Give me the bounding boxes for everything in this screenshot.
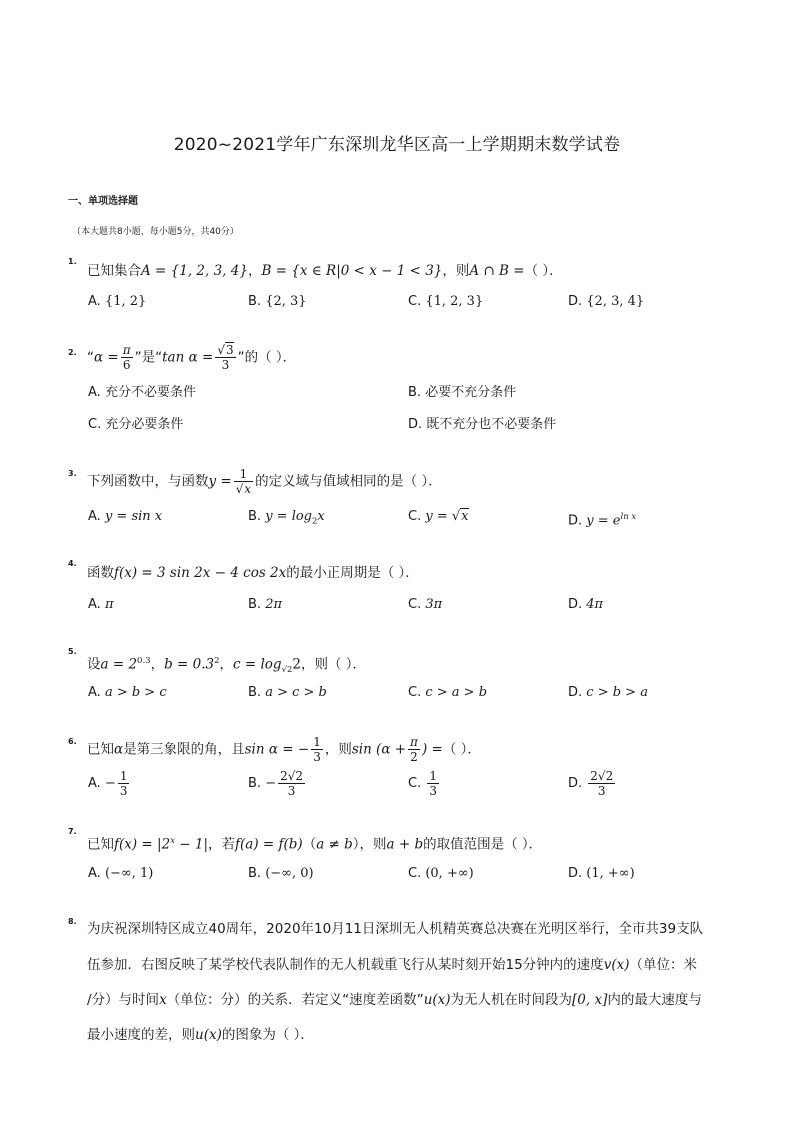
question-number: 8.	[68, 917, 77, 926]
math-expr: u(x)	[195, 1027, 222, 1043]
math-expr: b = 0.3	[164, 656, 215, 673]
option-value: 4π	[586, 597, 604, 612]
option-label: D.	[568, 294, 587, 309]
denominator: 2	[410, 750, 418, 764]
fraction	[215, 344, 235, 371]
stem-text: “	[87, 349, 94, 366]
option-value: {2, 3}	[265, 294, 307, 309]
option-a[interactable]	[88, 684, 167, 702]
fraction	[408, 736, 420, 763]
radicand: x	[244, 482, 252, 496]
radicand: x	[461, 509, 469, 524]
option-label: A.	[88, 385, 105, 400]
math-expr: [0, x]	[572, 992, 608, 1008]
option-label: C.	[408, 597, 426, 612]
option-label: C.	[88, 417, 106, 432]
stem-text: ，则（ ）．	[300, 656, 367, 673]
numerator: 2√2	[590, 769, 614, 783]
fraction	[427, 770, 439, 797]
option-value: x	[317, 509, 325, 524]
numerator: √3	[217, 343, 234, 357]
stem-text: ，	[247, 263, 262, 279]
stem-text: 下列函数中，与函数	[87, 473, 209, 490]
denominator: 3	[221, 358, 230, 372]
option-label: B.	[408, 385, 426, 400]
math-expr: x	[159, 992, 167, 1008]
exam-title: 2020~2021学年广东深圳龙华区高一上学期期末数学试卷	[173, 135, 621, 155]
option-value: 必要不充分条件	[425, 385, 517, 400]
option-value: a > b > c	[104, 685, 167, 700]
option-value: (1, +∞)	[586, 866, 635, 881]
math-expr: c = log	[233, 656, 282, 673]
question-number: 3.	[68, 469, 77, 478]
math-expr: ) =	[421, 741, 443, 758]
denominator: 3	[287, 784, 296, 798]
option-label: D.	[568, 597, 587, 612]
option-a[interactable]	[88, 508, 162, 526]
math-expr: 2	[292, 656, 301, 673]
stem-text: （ ）．	[442, 741, 481, 758]
stem-text: 内的最大速度与	[607, 992, 702, 1008]
option-value: y = sin x	[104, 509, 163, 524]
option-value: (0, +∞)	[425, 866, 474, 881]
stem-text: （ ）．	[524, 263, 563, 279]
option-b[interactable]	[408, 384, 516, 402]
option-label: A.	[88, 776, 105, 791]
option-c[interactable]	[408, 293, 483, 311]
stem-text: （	[302, 836, 317, 853]
question-stem	[87, 468, 442, 495]
stem-text: 最小速度的差，则	[87, 1027, 195, 1043]
fraction	[118, 770, 130, 797]
option-label: B.	[248, 294, 266, 309]
option-a[interactable]	[88, 865, 153, 883]
stem-text: ，	[219, 656, 234, 673]
denominator: 3	[597, 784, 606, 798]
stem-text: ，则	[324, 741, 352, 758]
option-b[interactable]	[248, 684, 327, 702]
option-b[interactable]	[248, 508, 325, 531]
option-a[interactable]	[88, 384, 196, 402]
stem-text: （单位：分）的关系．若定义“速度差函数”	[166, 992, 424, 1008]
option-label: B.	[248, 509, 266, 524]
question-stem	[87, 564, 419, 582]
fraction	[121, 344, 133, 371]
option-d[interactable]	[568, 770, 617, 797]
option-label: B.	[248, 866, 266, 881]
superscript: 0.3	[137, 656, 151, 666]
question-8-line-2	[87, 956, 727, 974]
option-c[interactable]	[408, 865, 474, 883]
fraction	[234, 468, 253, 495]
stem-text: 已知集合	[87, 263, 141, 279]
sign: −	[104, 776, 116, 791]
stem-text: 已知	[87, 836, 114, 853]
numerator: 1	[119, 769, 128, 783]
option-label: D.	[568, 866, 587, 881]
option-c[interactable]: C. y = √x	[408, 509, 469, 524]
question-stem	[87, 652, 366, 679]
stem-text: ”是“	[134, 349, 163, 366]
option-value: 3π	[425, 597, 443, 612]
section-note: （本大题共8小题，每小题5分，共40分）	[72, 227, 239, 237]
option-d[interactable]	[408, 416, 556, 434]
math-expr: a ≠ b	[316, 836, 353, 853]
stem-text: ，若	[208, 836, 236, 853]
denominator: √x	[235, 482, 252, 496]
option-b[interactable]	[248, 293, 307, 311]
question-number: 7.	[68, 827, 77, 836]
subscript: 2	[312, 516, 318, 527]
fraction	[278, 770, 305, 797]
denominator: 3	[119, 784, 128, 798]
option-label: A.	[88, 294, 105, 309]
option-b[interactable]	[248, 770, 307, 797]
stem-text: 为无人机在时间段为	[450, 992, 573, 1008]
option-b[interactable]	[248, 865, 314, 883]
fraction	[311, 736, 323, 763]
stem-text: 的最小正周期是（ ）．	[286, 565, 419, 581]
option-d[interactable]	[568, 293, 644, 311]
option-label: D.	[568, 513, 587, 529]
math-expr: sin (α +	[351, 741, 407, 758]
option-value: (−∞, 1)	[104, 866, 154, 881]
math-expr: − 1|	[174, 836, 209, 853]
option-label: D.	[568, 685, 587, 700]
math-expr: f(x) = 3 sin 2x − 4 cos 2x	[114, 565, 287, 581]
math-expr: a + b	[386, 836, 424, 853]
option-label: D.	[408, 417, 427, 432]
stem-text: ，则	[442, 263, 470, 279]
stem-text: ”的（ ）．	[237, 349, 297, 366]
fraction	[588, 770, 615, 797]
denominator: 3	[429, 784, 437, 798]
option-label: B.	[248, 597, 266, 612]
question-stem	[87, 832, 542, 854]
option-value: y = e	[586, 513, 621, 529]
math-expr: u(x)	[423, 992, 451, 1008]
numerator: 1	[234, 468, 253, 482]
option-label: A.	[88, 866, 105, 881]
option-value: 充分不必要条件	[104, 385, 196, 400]
question-number: 1.	[68, 257, 77, 266]
stem-text: 的图象为（ ）．	[221, 1027, 314, 1043]
question-8-line-4	[87, 1026, 727, 1044]
option-label: C.	[408, 776, 426, 791]
stem-text: ），则	[352, 836, 387, 853]
superscript: 2	[214, 656, 220, 666]
section-heading: 一、单项选择题	[68, 196, 138, 207]
math-expr: A = {1, 2, 3, 4}	[141, 263, 248, 279]
question-number: 5.	[68, 647, 77, 656]
option-label: A.	[88, 597, 105, 612]
option-label: A.	[88, 509, 105, 524]
question-stem	[87, 262, 563, 280]
option-value: y =	[425, 509, 448, 524]
option-value: a > c > b	[265, 685, 327, 700]
math-expr: B = {x ∈ R|0 < x − 1 < 3}	[261, 263, 443, 279]
option-value: y = log	[265, 509, 312, 524]
option-a[interactable]	[88, 596, 113, 614]
stem-text: （单位：米	[629, 957, 697, 973]
math-expr: y =	[208, 473, 232, 490]
numerator: 2√2	[280, 769, 304, 783]
stem-text: /分）与时间	[87, 992, 160, 1008]
option-value: 既不充分也不必要条件	[426, 417, 557, 432]
math-expr: α =	[94, 349, 119, 366]
stem-text: 伍参加．右图反映了某学校代表队制作的无人机载重飞行从某时刻开始15分钟内的速度	[87, 957, 604, 973]
stem-text: 已知	[87, 741, 114, 758]
option-a[interactable]	[88, 293, 146, 311]
option-value: {1, 2}	[104, 294, 147, 309]
option-label: B.	[248, 776, 266, 791]
option-label: C.	[408, 509, 426, 524]
option-c[interactable]	[408, 596, 442, 614]
option-label: C.	[408, 685, 426, 700]
math-expr: A ∩ B =	[469, 263, 525, 279]
option-label: D.	[568, 776, 587, 791]
denominator: 6	[122, 358, 131, 372]
numerator: π	[122, 343, 131, 357]
option-b[interactable]	[248, 596, 282, 614]
numerator: π	[410, 735, 418, 749]
option-d[interactable]	[568, 596, 603, 614]
numerator: 1	[313, 735, 321, 749]
numerator: 1	[429, 769, 437, 783]
option-value: π	[104, 597, 114, 612]
math-expr: sin α = −	[244, 741, 310, 758]
math-expr: tan α =	[162, 349, 214, 366]
radicand: 3	[225, 343, 234, 357]
question-stem	[87, 344, 296, 371]
math-expr: f(x) = |2	[114, 836, 171, 853]
option-a[interactable]	[88, 770, 131, 797]
option-value: 充分必要条件	[105, 417, 184, 432]
option-value: 2π	[265, 597, 283, 612]
option-label: C.	[408, 294, 426, 309]
option-value: c > b > a	[586, 685, 648, 700]
stem-text: 的定义域与值域相同的是（ ）．	[255, 473, 442, 490]
question-number: 6.	[68, 737, 77, 746]
option-label: A.	[88, 685, 105, 700]
option-c[interactable]	[88, 416, 183, 434]
option-label: C.	[408, 866, 426, 881]
question-8-line-1: 为庆祝深圳特区成立40周年，2020年10月11日深圳无人机精英赛总决赛在光明区举行，全市共39支队	[87, 921, 704, 937]
stem-text: 函数	[87, 565, 114, 581]
question-number: 2.	[68, 348, 77, 357]
subscript: √2	[281, 665, 293, 676]
stem-text: 是第三象限的角，且	[123, 741, 245, 758]
option-label: B.	[248, 685, 266, 700]
option-d[interactable]	[568, 684, 648, 702]
math-expr: a = 2	[100, 656, 138, 673]
option-c[interactable]	[408, 770, 441, 797]
question-stem	[87, 736, 481, 763]
math-expr: f(a) = f(b)	[235, 836, 303, 853]
question-number: 4.	[68, 559, 77, 568]
superscript: ln x	[620, 512, 637, 522]
option-value: {1, 2, 3}	[425, 294, 484, 309]
option-value: c > a > b	[425, 685, 488, 700]
option-d[interactable]	[568, 508, 636, 530]
option-value: (−∞, 0)	[265, 866, 314, 881]
sign: −	[265, 776, 277, 791]
option-value: {2, 3, 4}	[586, 294, 645, 309]
question-8-line-3	[87, 991, 727, 1009]
option-d[interactable]	[568, 865, 635, 883]
denominator: 3	[313, 750, 321, 764]
option-c[interactable]	[408, 684, 487, 702]
stem-text: 的取值范围是（ ）．	[423, 836, 543, 853]
superscript: x	[170, 836, 175, 846]
stem-text: 设	[87, 656, 101, 673]
math-expr: α	[114, 741, 124, 758]
math-expr: v(x)	[603, 957, 630, 973]
stem-text: ，	[150, 656, 165, 673]
